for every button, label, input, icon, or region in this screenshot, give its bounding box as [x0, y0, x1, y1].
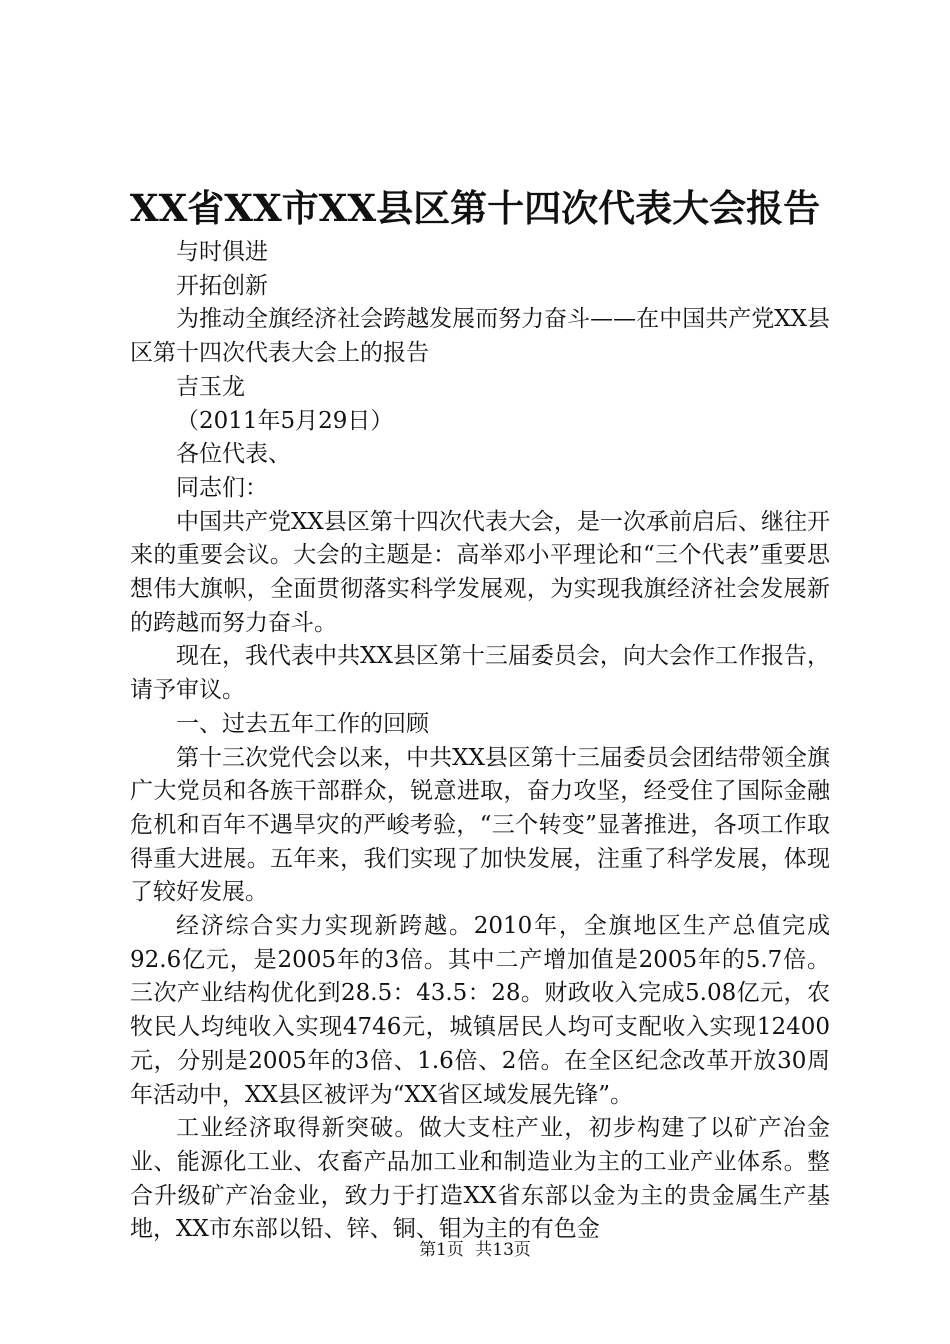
document-title: XX省XX市XX县区第十四次代表大会报告: [129, 186, 821, 230]
body-paragraph: （2011年5月29日）: [176, 407, 394, 434]
page-total: 共13页: [475, 1240, 531, 1260]
section-heading: 一、过去五年工作的回顾: [176, 710, 429, 737]
body-paragraph: 现在，我代表中共XX县区第十三届委员会，向大会作工作报告，请予审议。: [130, 643, 830, 704]
body-paragraph: 第十三次党代会以来，中共XX县区第十三届委员会团结带领全旗广大党员和各族干部群众，锐意进取，奋力攻坚，经受住了国际金融危机和百年不遇旱灾的严峻考验，“三个转变”显著推进，各项工作取得重大进展。五年来，我们实现了加快发展，注重了科学发展，体现了较好发展。: [130, 744, 830, 906]
page-footer: [0, 1238, 950, 1262]
body-paragraph: 开拓创新: [176, 272, 268, 299]
body-paragraph: 各位代表、: [176, 441, 291, 468]
page-number: 第1页: [419, 1240, 464, 1260]
body-paragraph: 与时俱进: [176, 239, 268, 265]
body-paragraph: 吉玉龙: [176, 373, 245, 400]
body-paragraph: 工业经济取得新突破。做大支柱产业，初步构建了以矿产冶金业、能源化工业、农畜产品加工业和制造业为主的工业产业体系。整合升级矿产冶金业，致力于打造XX省东部以金为主的贵金属生产基地，XX市东部以铅、锌、铜、钼为主的有色金: [130, 1115, 830, 1243]
body-paragraph: 同志们：: [176, 474, 268, 501]
body-paragraph: 为推动全旗经济社会跨越发展而努力奋斗——在中国共产党XX县区第十四次代表大会上的报告: [130, 306, 830, 367]
body-paragraph: 经济综合实力实现新跨越。2010年，全旗地区生产总值完成92.6亿元，是2005年的3倍。其中二产增加值是2005年的5.7倍。三次产业结构优化到28.5：43.5：28。财政收入完成5.08亿元，农牧民人均纯收入实现4746元，城镇居民人均可支配收入实现12400元，分别是2005年的3倍、1.6倍、2倍。在全区纪念改革开放30周年活动中，XX县区被评为“XX省区域发展先锋”。: [130, 913, 830, 1108]
document-body: [130, 236, 830, 1247]
body-paragraph: 中国共产党XX县区第十四次代表大会，是一次承前启后、继往开来的重要会议。大会的主题是：高举邓小平理论和“三个代表”重要思想伟大旗帜，全面贯彻落实科学发展观，为实现我旗经济社会发展新的跨越而努力奋斗。: [130, 508, 830, 636]
